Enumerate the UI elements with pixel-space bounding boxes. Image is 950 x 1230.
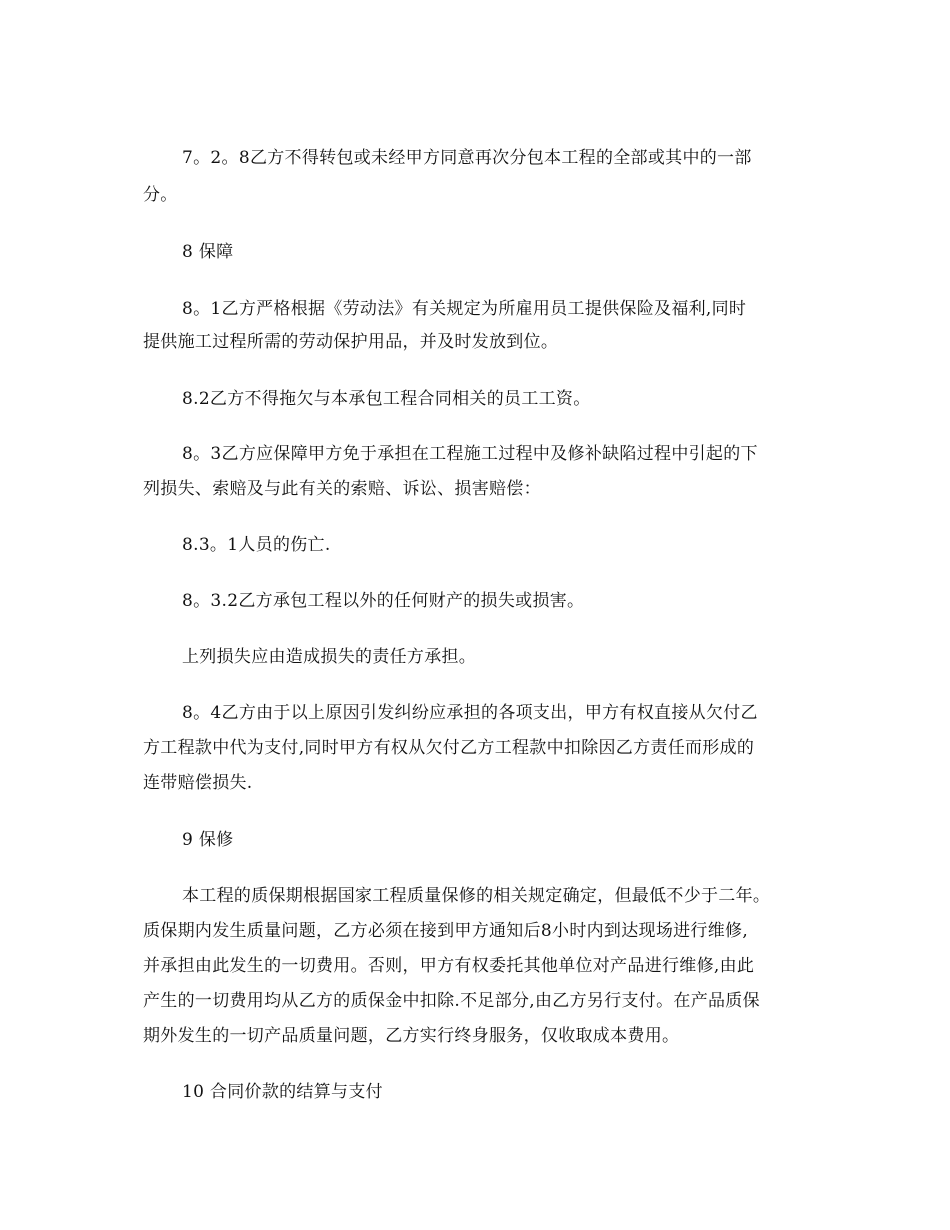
warranty-paragraph-line-4: 产生的一切费用均从乙方的质保金中扣除.不足部分,由乙方另行支付。在产品质保: [143, 991, 760, 1011]
warranty-paragraph-line-3: 并承担由此发生的一切费用。否则，甲方有权委托其他单位对产品进行维修,由此: [143, 956, 755, 976]
clause-8-4-line-1: 8。4乙方由于以上原因引发纠纷应承担的各项支出，甲方有权直接从欠付乙: [182, 703, 758, 723]
clause-8-2: 8.2乙方不得拖欠与本承包工程合同相关的员工工资。: [182, 389, 591, 409]
clause-8-3-line-1: 8。3乙方应保障甲方免于承担在工程施工过程中及修补缺陷过程中引起的下: [182, 444, 758, 464]
clause-8-3-1: 8.3。1人员的伤亡.: [182, 535, 331, 555]
section-10-heading: 10 合同价款的结算与支付: [182, 1082, 383, 1102]
clause-8-1-line-1: 8。1乙方严格根据《劳动法》有关规定为所雇用员工提供保险及福利,同时: [182, 299, 747, 319]
warranty-paragraph-line-1: 本工程的质保期根据国家工程质量保修的相关规定确定，但最低不少于二年。: [182, 886, 771, 906]
loss-responsibility-note: 上列损失应由造成损失的责任方承担。: [182, 647, 477, 667]
section-9-heading: 9 保修: [182, 830, 234, 850]
warranty-paragraph-line-5: 期外发生的一切产品质量问题，乙方实行终身服务，仅收取成本费用。: [143, 1026, 680, 1046]
section-8-heading: 8 保障: [182, 242, 234, 262]
clause-8-4-line-2: 方工程款中代为支付,同时甲方有权从欠付乙方工程款中扣除因乙方责任而形成的: [143, 738, 755, 758]
clause-7-2-8-line-2: 分。: [143, 185, 178, 205]
clause-8-3-2: 8。3.2乙方承包工程以外的任何财产的损失或损害。: [182, 591, 585, 611]
warranty-paragraph-line-2: 质保期内发生质量问题，乙方必须在接到甲方通知后8小时内到达现场进行维修,: [143, 921, 749, 941]
clause-8-4-line-3: 连带赔偿损失.: [143, 773, 253, 793]
clause-7-2-8-line-1: 7。2。8乙方不得转包或未经甲方同意再次分包本工程的全部或其中的一部: [182, 148, 752, 168]
clause-8-1-line-2: 提供施工过程所需的劳动保护用品，并及时发放到位。: [143, 332, 559, 352]
clause-8-3-line-2: 列损失、索赔及与此有关的索赔、诉讼、损害赔偿：: [143, 479, 541, 499]
